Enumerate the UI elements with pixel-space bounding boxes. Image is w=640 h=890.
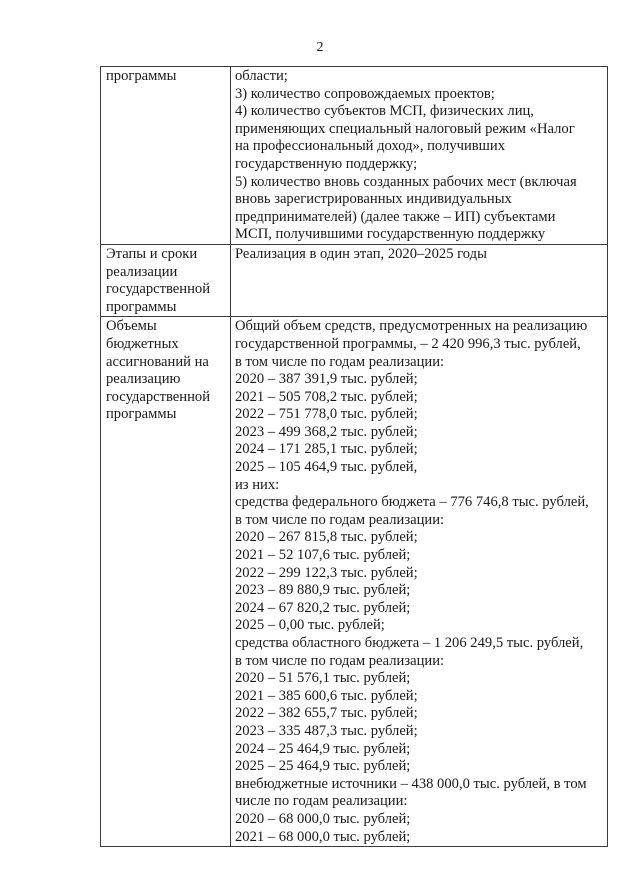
content-line: в том числе по годам реализации: xyxy=(235,511,445,528)
content-line: 2022 – 751 778,0 тыс. рублей; xyxy=(235,406,418,423)
table-row-budget xyxy=(101,317,608,847)
content-line: 5) количество вновь созданных рабочих мест (включая xyxy=(235,173,577,190)
row-label-line: программы xyxy=(106,298,177,315)
row-label-line: реализации xyxy=(106,263,178,280)
content-line: 2020 – 387 391,9 тыс. рублей; xyxy=(235,371,418,388)
content-line: 2025 – 0,00 тыс. рублей; xyxy=(235,617,385,634)
content-line: внебюджетные источники – 438 000,0 тыс. рублей, в том xyxy=(235,775,587,792)
row-label-cell xyxy=(101,67,231,245)
row-label-line: государственной xyxy=(106,388,211,405)
page-number: 2 xyxy=(316,40,324,55)
content-line: государственной программы, – 2 420 996,3 тыс. рублей, xyxy=(235,335,581,352)
row-label-line: бюджетных xyxy=(106,335,179,352)
content-line: средства областного бюджета – 1 206 249,5 тыс. рублей, xyxy=(235,635,584,651)
content-line: в том числе по годам реализации: xyxy=(235,353,445,370)
content-line: 2021 – 52 107,6 тыс. рублей; xyxy=(235,547,411,564)
content-line: 2020 – 51 576,1 тыс. рублей; xyxy=(235,670,411,687)
content-line: средства федерального бюджета – 776 746,8 тыс. рублей, xyxy=(235,494,589,511)
content-line: 2022 – 382 655,7 тыс. рублей; xyxy=(235,705,418,722)
content-line: 2024 – 171 285,1 тыс. рублей; xyxy=(235,441,418,458)
row-label-line: реализацию xyxy=(106,371,181,388)
content-line: Общий объем средств, предусмотренных на реализацию xyxy=(235,318,588,335)
row-label-line: программы xyxy=(106,68,177,84)
content-line: предпринимателей) (далее также – ИП) субъектами xyxy=(235,208,556,225)
content-line: МСП, получившими государственную поддержку xyxy=(235,226,546,243)
content-line: применяющих специальный налоговый режим «Налог xyxy=(235,120,575,137)
content-line: 2023 – 335 487,3 тыс. рублей; xyxy=(235,722,418,739)
content-line: 2023 – 89 880,9 тыс. рублей; xyxy=(235,582,411,599)
content-line: числе по годам реализации: xyxy=(235,793,408,810)
row-content-cell xyxy=(231,244,608,316)
row-label-cell xyxy=(101,317,231,847)
content-line: из них: xyxy=(235,476,280,493)
content-line: 3) количество сопровождаемых проектов; xyxy=(235,85,495,102)
content-line: 2023 – 499 368,2 тыс. рублей; xyxy=(235,423,418,440)
content-line: вновь зарегистрированных индивидуальных xyxy=(235,191,512,208)
content-line: 2021 – 505 708,2 тыс. рублей; xyxy=(235,388,418,405)
content-line: 2021 – 385 600,6 тыс. рублей; xyxy=(235,687,418,704)
row-content-cell xyxy=(231,317,608,847)
content-line: в том числе по годам реализации: xyxy=(235,652,445,669)
content-line: государственную поддержку; xyxy=(235,155,418,172)
row-label-cell xyxy=(101,244,231,316)
row-content-cell xyxy=(231,67,608,245)
row-label-line: Объемы xyxy=(106,318,157,335)
content-line: 2021 – 68 000,0 тыс. рублей; xyxy=(235,828,411,845)
content-line: 2025 – 105 464,9 тыс. рублей, xyxy=(235,459,418,476)
content-line: 2024 – 25 464,9 тыс. рублей; xyxy=(235,740,411,757)
row-label-line: государственной xyxy=(106,281,211,298)
content-line: Реализация в один этап, 2020–2025 годы xyxy=(235,245,487,262)
content-line: 2022 – 299 122,3 тыс. рублей; xyxy=(235,564,418,581)
content-line: 2020 – 267 815,8 тыс. рублей; xyxy=(235,529,418,546)
content-line: 4) количество субъектов МСП, физических лиц, xyxy=(235,103,534,120)
content-line: 2024 – 67 820,2 тыс. рублей; xyxy=(235,599,411,616)
table-row-stages xyxy=(101,244,608,316)
row-label-line: ассигнований на xyxy=(106,353,209,370)
program-passport-table xyxy=(100,66,608,847)
row-label-line: Этапы и сроки xyxy=(106,245,198,262)
content-line: области; xyxy=(235,68,288,84)
content-line: 2025 – 25 464,9 тыс. рублей; xyxy=(235,758,411,775)
table-row-targets xyxy=(101,67,608,245)
row-label-line: программы xyxy=(106,406,177,423)
content-line: на профессиональный доход», получивших xyxy=(235,138,505,155)
content-line: 2020 – 68 000,0 тыс. рублей; xyxy=(235,810,411,827)
